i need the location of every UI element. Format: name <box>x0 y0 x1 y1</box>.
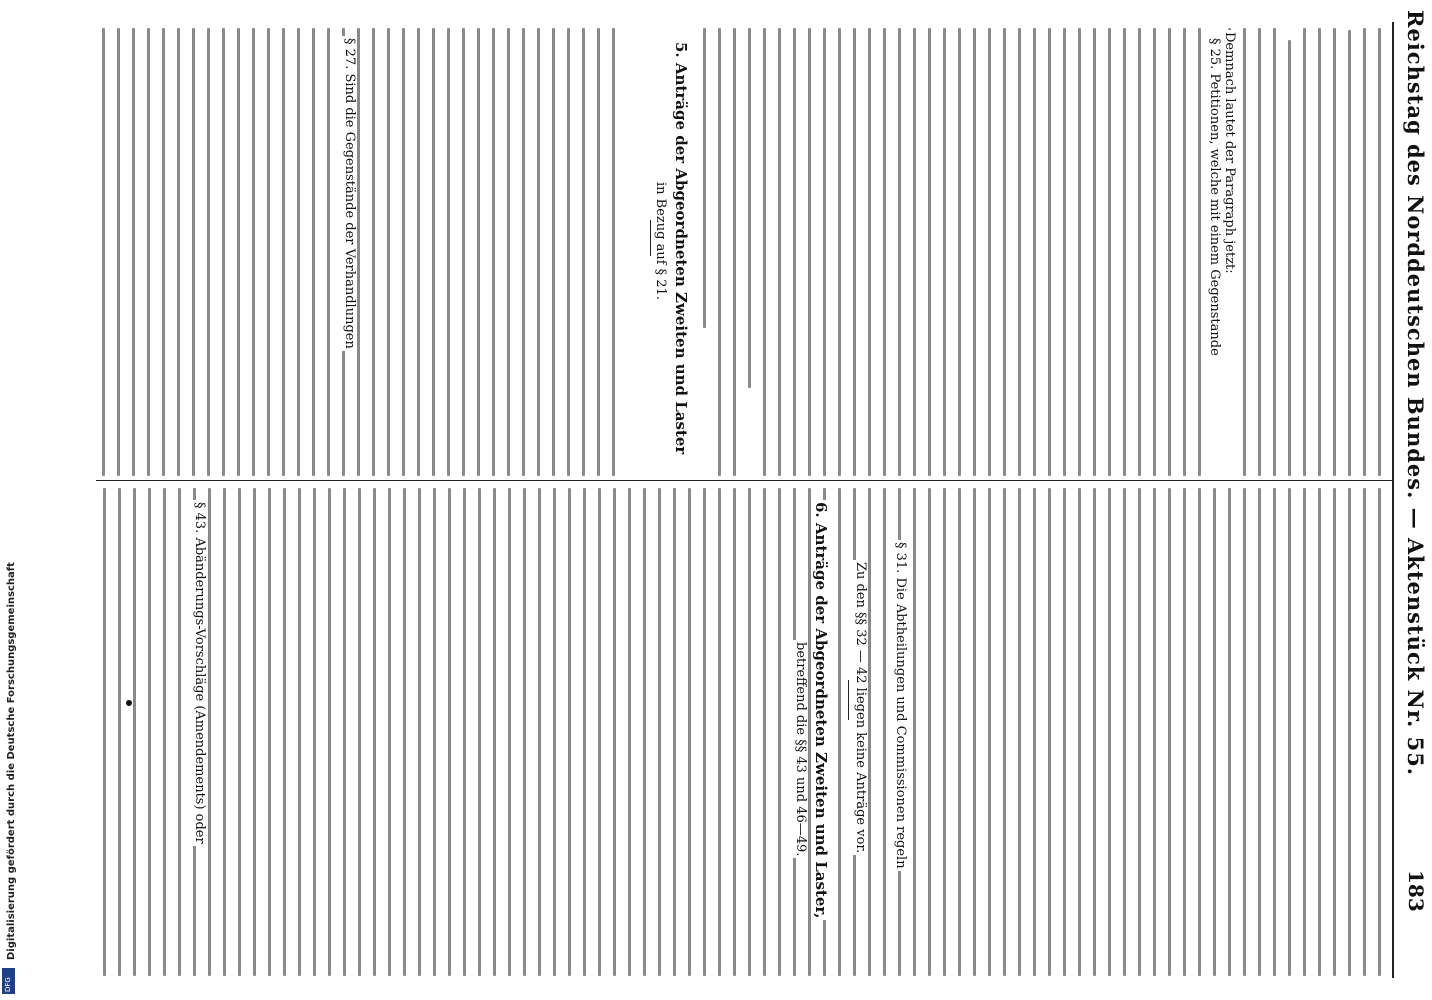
section-5-title: 5. Anträge der Abgeordneten Zweiten und Laster <box>672 42 690 455</box>
section-6-subtitle: betreffend die §§ 43 und 46—49. <box>793 642 808 857</box>
section-6-title: 6. Anträge der Abgeordneten Zweiten und Laster, <box>812 502 830 919</box>
section-5-rule <box>650 220 651 256</box>
paragraph-demnach: Demnach lautet der Paragraph jetzt: <box>1222 32 1237 274</box>
end-mark <box>126 700 132 706</box>
paragraph-27: § 27. Sind die Gegenstände der Verhandlungen <box>342 38 357 349</box>
page-header: Reichstag des Norddeutschen Bundes. — Aktenstück Nr. 55. <box>1403 10 1428 777</box>
paragraph-31: § 31. Die Abtheilungen und Commissionen regeln <box>893 542 908 869</box>
paragraph-25: § 25. Petitionen, welche mit einem Gegenstande <box>1207 38 1222 356</box>
section-6-top-rule <box>848 680 849 720</box>
dfg-logo: DFG <box>2 968 15 994</box>
digitization-credit: Digitalisierung gefördert durch die Deutsche Forschungsgemeinschaft <box>6 562 17 960</box>
section-5-subtitle: in Bezug auf § 21. <box>653 182 668 300</box>
paragraph-32-42: Zu den §§ 32 — 42 liegen keine Anträge vor. <box>853 562 868 854</box>
page-number: 183 <box>1404 870 1428 912</box>
paragraph-43: § 43. Abänderungs-Vorschläge (Amendements) oder <box>192 502 207 844</box>
